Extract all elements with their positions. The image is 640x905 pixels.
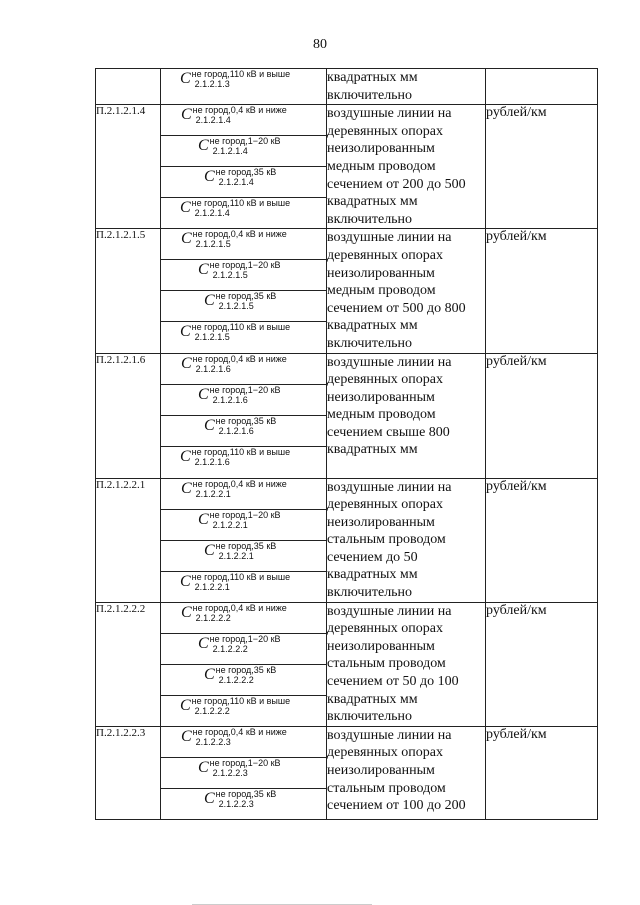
rate-symbol — [161, 479, 326, 499]
symbol-subscript: 2.1.2.1.6 — [194, 456, 230, 467]
symbol-subscript: 2.1.2.2.1 — [194, 581, 230, 592]
code-cell: П.2.1.2.2.3 — [96, 726, 161, 819]
tariff-table — [95, 68, 598, 820]
c-letter: C — [181, 354, 192, 372]
symbol-cell — [161, 322, 327, 353]
symbol-cell — [161, 540, 327, 571]
rate-symbol — [161, 322, 326, 342]
rate-symbol — [161, 510, 326, 530]
symbol-cell — [161, 198, 327, 229]
symbol-cell — [161, 260, 327, 291]
symbol-cell — [161, 69, 327, 105]
description-cell: квадратных мм включительно — [327, 69, 486, 105]
symbol-cell — [161, 229, 327, 260]
symbol-cell — [161, 353, 327, 384]
unit-cell: рублей/км — [486, 229, 598, 353]
table-row — [96, 69, 598, 105]
code-cell: П.2.1.2.1.6 — [96, 353, 161, 478]
rate-symbol — [161, 385, 326, 405]
symbol-subscript: 2.1.2.1.6 — [195, 363, 231, 374]
symbol-subscript: 2.1.2.2.2 — [194, 705, 230, 716]
description-cell: воздушные линии на деревянных опорах неизолированным стальным проводом сечением от 50 до 100 квадратных мм включительно — [327, 602, 486, 726]
table-row — [96, 105, 598, 136]
c-letter: C — [198, 634, 209, 652]
table-row — [96, 726, 598, 757]
c-letter: C — [180, 70, 191, 87]
rate-symbol — [161, 447, 326, 467]
rate-symbol — [161, 634, 326, 654]
c-letter: C — [198, 510, 209, 528]
symbol-superscript: не город,1−20 кВ — [209, 633, 281, 644]
symbol-subscript: 2.1.2.2.3 — [212, 767, 248, 778]
symbol-superscript: не город,35 кВ — [215, 415, 277, 426]
description-cell: воздушные линии на деревянных опорах неизолированным медным проводом сечением от 200 до 500 квадратных мм включительно — [327, 105, 486, 229]
symbol-subscript: 2.1.2.2.2 — [212, 643, 248, 654]
rate-symbol — [161, 167, 326, 187]
symbol-subscript: 2.1.2.2.3 — [195, 736, 231, 747]
symbol-superscript: не город,110 кВ и выше — [191, 446, 291, 457]
table-row — [96, 478, 598, 509]
table-row — [96, 353, 598, 384]
symbol-subscript: 2.1.2.1.5 — [212, 270, 248, 281]
table-row — [96, 229, 598, 260]
c-letter: C — [204, 789, 215, 807]
unit-cell: рублей/км — [486, 105, 598, 229]
symbol-subscript: 2.1.2.1.4 — [194, 208, 230, 219]
rate-symbol — [161, 260, 326, 280]
symbol-superscript: не город,110 кВ и выше — [191, 198, 291, 209]
symbol-subscript: 2.1.2.1.5 — [195, 239, 231, 250]
symbol-superscript: не город,1−20 кВ — [209, 509, 281, 520]
rate-symbol — [161, 69, 326, 89]
c-letter: C — [198, 758, 209, 776]
rate-symbol — [161, 789, 326, 809]
unit-cell: рублей/км — [486, 478, 598, 602]
symbol-cell — [161, 136, 327, 167]
symbol-superscript: не город,110 кВ и выше — [191, 571, 291, 582]
rate-symbol — [161, 198, 326, 218]
c-letter: C — [198, 261, 209, 279]
symbol-subscript: 2.1.2.1.3 — [194, 79, 230, 89]
symbol-cell — [161, 788, 327, 819]
c-letter: C — [198, 137, 209, 155]
symbol-subscript: 2.1.2.1.4 — [218, 177, 254, 188]
c-letter: C — [204, 665, 215, 683]
symbol-superscript: не город,35 кВ — [215, 167, 277, 178]
c-letter: C — [181, 106, 192, 124]
symbol-superscript: не город,110 кВ и выше — [191, 322, 291, 333]
rate-symbol — [161, 105, 326, 125]
symbol-superscript: не город,1−20 кВ — [209, 384, 281, 395]
symbol-cell — [161, 478, 327, 509]
description-cell: воздушные линии на деревянных опорах неизолированным медным проводом сечением свыше 800 квадратных мм — [327, 353, 486, 478]
symbol-superscript: не город,0,4 кВ и ниже — [192, 229, 287, 240]
symbol-superscript: не город,0,4 кВ и ниже — [192, 602, 287, 613]
symbol-superscript: не город,35 кВ — [215, 788, 277, 799]
rate-symbol — [161, 727, 326, 747]
symbol-subscript: 2.1.2.1.5 — [218, 301, 254, 312]
c-letter: C — [204, 292, 215, 310]
description-cell: воздушные линии на деревянных опорах неизолированным стальным проводом сечением до 50 квадратных мм включительно — [327, 478, 486, 602]
rate-symbol — [161, 416, 326, 436]
symbol-cell — [161, 695, 327, 726]
symbol-subscript: 2.1.2.2.1 — [218, 550, 254, 561]
description-cell: воздушные линии на деревянных опорах неизолированным стальным проводом сечением от 100 до 200 — [327, 726, 486, 819]
rate-symbol — [161, 696, 326, 716]
symbol-superscript: не город,35 кВ — [215, 291, 277, 302]
symbol-subscript: 2.1.2.1.6 — [212, 394, 248, 405]
symbol-subscript: 2.1.2.1.6 — [218, 425, 254, 436]
symbol-superscript: не город,35 кВ — [215, 664, 277, 675]
c-letter: C — [204, 541, 215, 559]
unit-cell: рублей/км — [486, 726, 598, 819]
code-cell — [96, 69, 161, 105]
symbol-subscript: 2.1.2.1.5 — [194, 332, 230, 343]
symbol-superscript: не город,110 кВ и выше — [191, 695, 291, 706]
symbol-subscript: 2.1.2.2.1 — [212, 519, 248, 530]
c-letter: C — [180, 199, 191, 217]
description-cell: воздушные линии на деревянных опорах неизолированным медным проводом сечением от 500 до 800 квадратных мм включительно — [327, 229, 486, 353]
unit-cell: рублей/км — [486, 353, 598, 478]
symbol-cell — [161, 105, 327, 136]
symbol-superscript: не город,0,4 кВ и ниже — [192, 478, 287, 489]
c-letter: C — [198, 385, 209, 403]
code-cell: П.2.1.2.1.5 — [96, 229, 161, 353]
symbol-cell — [161, 757, 327, 788]
rate-symbol — [161, 572, 326, 592]
c-letter: C — [204, 416, 215, 434]
unit-cell — [486, 69, 598, 105]
c-letter: C — [180, 447, 191, 465]
rate-symbol — [161, 229, 326, 249]
symbol-superscript: не город,110 кВ и выше — [191, 69, 291, 79]
symbol-subscript: 2.1.2.1.4 — [195, 115, 231, 126]
rate-symbol — [161, 603, 326, 623]
symbol-subscript: 2.1.2.2.2 — [218, 674, 254, 685]
unit-cell: рублей/км — [486, 602, 598, 726]
symbol-cell — [161, 726, 327, 757]
rate-symbol — [161, 354, 326, 374]
symbol-subscript: 2.1.2.1.4 — [212, 146, 248, 157]
rate-symbol — [161, 291, 326, 311]
rate-symbol — [161, 136, 326, 156]
rate-symbol — [161, 541, 326, 561]
symbol-cell — [161, 384, 327, 415]
code-cell: П.2.1.2.1.4 — [96, 105, 161, 229]
c-letter: C — [204, 168, 215, 186]
page-number: 80 — [313, 37, 327, 52]
code-cell: П.2.1.2.2.2 — [96, 602, 161, 726]
c-letter: C — [180, 572, 191, 590]
symbol-superscript: не город,1−20 кВ — [209, 260, 281, 271]
symbol-cell — [161, 446, 327, 478]
symbol-superscript: не город,0,4 кВ и ниже — [192, 726, 287, 737]
symbol-cell — [161, 633, 327, 664]
table-row — [96, 602, 598, 633]
symbol-cell — [161, 602, 327, 633]
code-cell: П.2.1.2.2.1 — [96, 478, 161, 602]
symbol-subscript: 2.1.2.2.3 — [218, 798, 254, 809]
c-letter: C — [180, 696, 191, 714]
symbol-subscript: 2.1.2.2.1 — [195, 488, 231, 499]
symbol-superscript: не город,0,4 кВ и ниже — [192, 105, 287, 116]
symbol-cell — [161, 291, 327, 322]
rate-symbol — [161, 758, 326, 778]
symbol-cell — [161, 167, 327, 198]
c-letter: C — [181, 479, 192, 497]
c-letter: C — [181, 603, 192, 621]
symbol-superscript: не город,1−20 кВ — [209, 136, 281, 147]
c-letter: C — [180, 323, 191, 341]
symbol-superscript: не город,35 кВ — [215, 540, 277, 551]
c-letter: C — [181, 230, 192, 248]
c-letter: C — [181, 727, 192, 745]
symbol-cell — [161, 509, 327, 540]
symbol-superscript: не город,0,4 кВ и ниже — [192, 353, 287, 364]
symbol-cell — [161, 664, 327, 695]
symbol-cell — [161, 571, 327, 602]
symbol-cell — [161, 415, 327, 446]
symbol-superscript: не город,1−20 кВ — [209, 757, 281, 768]
symbol-subscript: 2.1.2.2.2 — [195, 612, 231, 623]
rate-symbol — [161, 665, 326, 685]
